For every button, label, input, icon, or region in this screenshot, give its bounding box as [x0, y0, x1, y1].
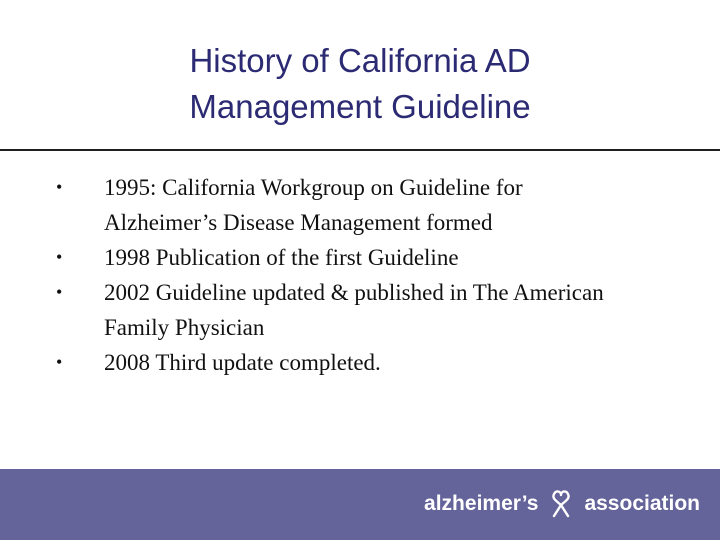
title-divider: [0, 149, 720, 151]
bullet-marker: •: [56, 247, 63, 267]
bullet-text: 1998 Publication of the first Guideline: [104, 245, 459, 270]
bullet-list: [0, 170, 720, 380]
footer-bar: [0, 469, 720, 540]
bullet-marker: •: [56, 177, 63, 197]
logo-word-association: association: [584, 492, 700, 515]
alzheimers-association-purple-ribbon-icon: [546, 489, 576, 519]
slide-title-line-1: History of California AD: [189, 42, 531, 79]
bullet-item-2008: [0, 345, 624, 380]
slide-title: [0, 38, 720, 130]
alzheimers-association-logo: [424, 487, 700, 521]
bullet-text: 2008 Third update completed.: [104, 350, 381, 375]
bullet-marker: •: [56, 352, 63, 372]
slide-title-line-2: Management Guideline: [189, 88, 531, 125]
bullet-text: 1995: California Workgroup on Guideline for Alzheimer’s Disease Management formed: [104, 175, 523, 235]
bullet-item-1998: [0, 240, 624, 275]
bullet-marker: •: [56, 282, 63, 302]
bullet-text: 2002 Guideline updated & published in The American Family Physician: [104, 280, 604, 340]
bullet-item-2002: [0, 275, 624, 345]
bullet-item-1995: [0, 170, 624, 240]
logo-word-alzheimers: alzheimer’s: [424, 492, 539, 515]
